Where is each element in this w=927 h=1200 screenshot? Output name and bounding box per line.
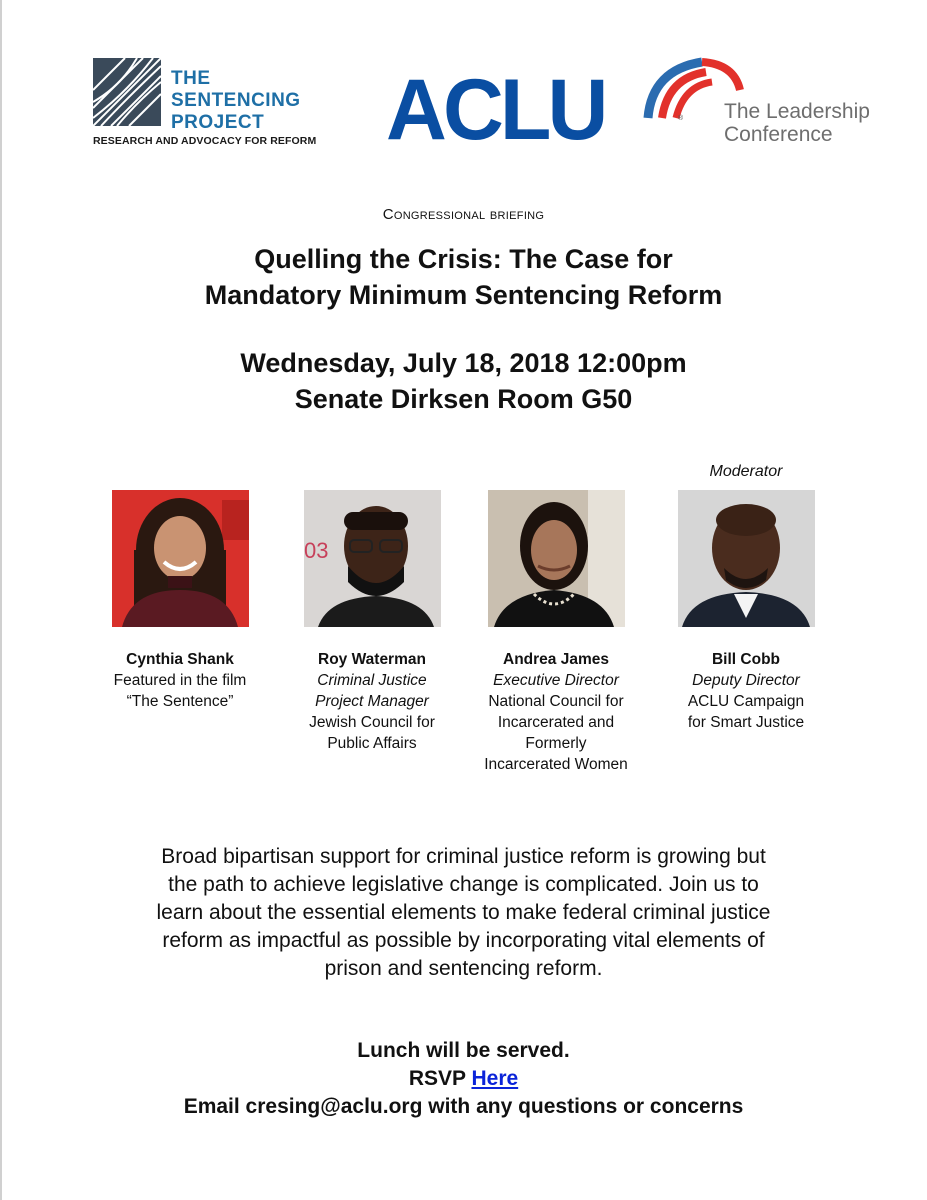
speaker-photo [678,490,815,627]
event-title-line-2: Mandatory Minimum Sentencing Reform [204,280,723,310]
speaker-role: Project Manager [315,693,429,710]
speaker-name: Cynthia Shank [126,651,234,668]
event-datetime: Wednesday, July 18, 2018 12:00pm [240,348,687,378]
speaker-name: Andrea James [503,651,609,668]
speaker-card [468,490,644,775]
sentencing-project-logo [93,58,323,150]
page-edge [0,0,2,1200]
tlc-line-2: Conference [724,123,833,146]
speaker-photo [488,490,625,627]
event-when [0,345,927,417]
event-footer [0,1037,927,1121]
speaker-card [284,490,460,754]
sentencing-project-mark-icon [93,58,161,126]
tsp-line-3: PROJECT [171,112,265,133]
speaker-affiliation-line: Incarcerated and [497,714,615,731]
speaker-role: Deputy Director [692,672,800,689]
sentencing-project-name [171,68,301,134]
speaker-affiliation-line: ACLU Campaign [687,693,805,710]
speaker-affiliation-line: National Council for [488,693,624,710]
description-line: the path to achieve legislative change is complicated. Join us to [168,873,759,896]
speaker-affiliation-line: “The Sentence” [126,693,234,710]
leadership-conference-name [724,100,870,146]
tsp-line-2: SENTENCING [171,90,301,111]
svg-text:®: ® [678,115,684,122]
svg-text:03: 03 [303,538,328,563]
speaker-role: Criminal Justice [317,672,427,689]
contact-email-line: Email cresing@aclu.org with any questions or concerns [183,1095,744,1118]
speaker-affiliation-line: Formerly [525,735,587,752]
event-location: Senate Dirksen Room G50 [294,384,633,414]
event-title [0,241,927,313]
tsp-tagline: RESEARCH AND ADVOCACY FOR REFORM [93,135,317,147]
rsvp-here-link[interactable]: Here [471,1067,519,1090]
aclu-logo: ACLU [386,62,605,158]
tsp-line-1: THE [171,68,211,89]
lunch-note: Lunch will be served. [357,1039,570,1062]
speaker-card [658,490,834,733]
speaker-affiliation-line: Public Affairs [327,735,417,752]
speaker-photo [304,490,441,627]
leadership-conference-logo [642,56,882,156]
rsvp-prefix: RSVP [408,1067,472,1090]
event-kicker: Congressional briefing [382,206,545,223]
speaker-role: Executive Director [493,672,619,689]
event-title-line-1: Quelling the Crisis: The Case for [254,244,673,274]
speaker-affiliation-line: Incarcerated Women [484,756,628,773]
description-line: learn about the essential elements to make federal criminal justice [156,901,771,924]
tlc-line-1: The Leadership [724,100,870,123]
event-description [0,843,927,983]
description-line: prison and sentencing reform. [324,957,603,980]
speaker-affiliation-line: Jewish Council for [309,714,435,731]
speaker-card [92,490,268,712]
speaker-photo [112,490,249,627]
description-line: Broad bipartisan support for criminal justice reform is growing but [161,845,766,868]
description-line: reform as impactful as possible by incorporating vital elements of [162,929,765,952]
speaker-affiliation-line: Featured in the film [113,672,247,689]
rsvp-line [0,1065,927,1093]
moderator-label: Moderator [709,463,783,480]
speaker-name: Roy Waterman [318,651,426,668]
speaker-name: Bill Cobb [711,651,781,668]
speaker-affiliation-line: for Smart Justice [687,714,805,731]
